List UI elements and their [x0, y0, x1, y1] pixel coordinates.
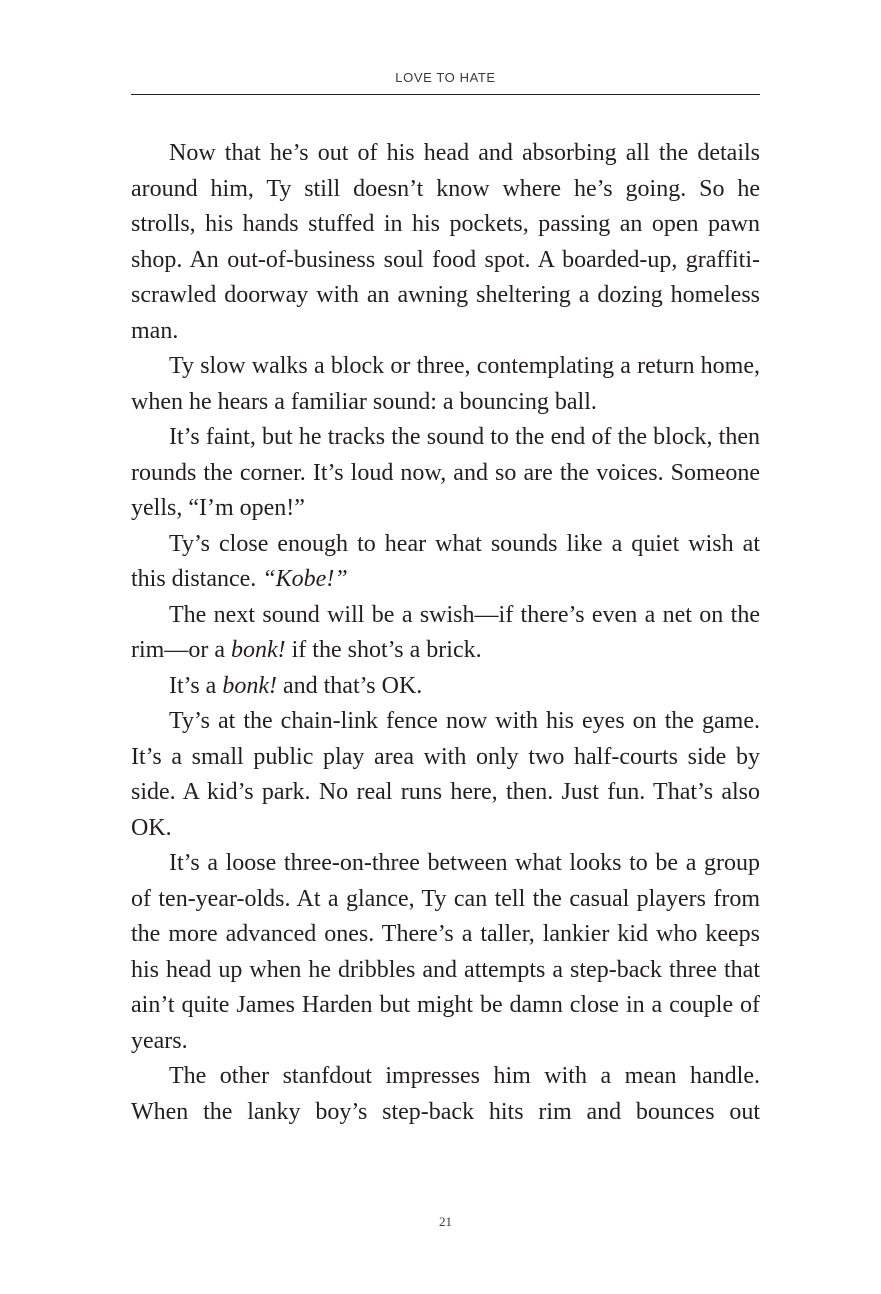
- text-run: and that’s OK.: [276, 672, 423, 699]
- paragraph: [131, 136, 760, 349]
- text-run: Ty slow walks a block or three, contemplating a return home, when he hears a familiar sound: a bouncing ball.: [131, 353, 760, 415]
- text-run: Ty’s at the chain-link fence now with his eyes on the game. It’s a small public play area with only two half-courts side by side. A kid’s park. No real runs here, then. Just fun. That’s also OK.: [131, 708, 760, 841]
- page-number: 21: [439, 1214, 452, 1229]
- text-run: The other stanfdout impresses him with a mean handle. When the lanky boy’s step-back hits rim and bounces out: [131, 1063, 760, 1125]
- italic-run: “Kobe!”: [262, 566, 348, 592]
- text-run: if the shot’s a brick.: [285, 637, 482, 663]
- paragraph: [131, 704, 760, 846]
- paragraph: [131, 598, 760, 669]
- paragraph: [131, 420, 760, 527]
- paragraph: [131, 846, 760, 1059]
- body-text: [131, 136, 760, 1130]
- text-run: It’s faint, but he tracks the sound to the end of the block, then rounds the corner. It’s loud now, and so are the voices. Someone yells, “I’m open!”: [131, 424, 760, 521]
- italic-run: bonk!: [222, 672, 277, 699]
- text-run: Now that he’s out of his head and absorbing all the details around him, Ty still doesn’t know where he’s going. So he strolls, his hands stuffed in his pockets, passing an open pawn shop. An out-of-business soul food spot. A boarded-up, graffiti-scrawled doorway with an awning sheltering a dozing homeless man.: [131, 140, 760, 344]
- paragraph: [131, 527, 760, 598]
- header-rule: [131, 94, 760, 95]
- paragraph: [131, 349, 760, 420]
- italic-run: bonk!: [230, 637, 286, 663]
- text-run: It’s a loose three-on-three between what looks to be a group of ten-year-olds. At a glance, Ty can tell the casual players from the more advanced ones. There’s a taller, lankier kid who keeps his head up when he dribbles and attempts a step-back three that ain’t quite James Harden but might be damn close in a couple of years.: [131, 850, 760, 1054]
- paragraph: [131, 669, 760, 705]
- running-head: LOVE TO HATE: [395, 70, 496, 85]
- text-run: Ty’s close enough to hear what sounds like a quiet wish at this distance.: [131, 530, 760, 592]
- paragraph: [131, 1059, 760, 1130]
- text-run: It’s a: [169, 672, 223, 699]
- text-run: The next sound will be a swish—if there’s even a net on the rim—or a: [131, 601, 760, 663]
